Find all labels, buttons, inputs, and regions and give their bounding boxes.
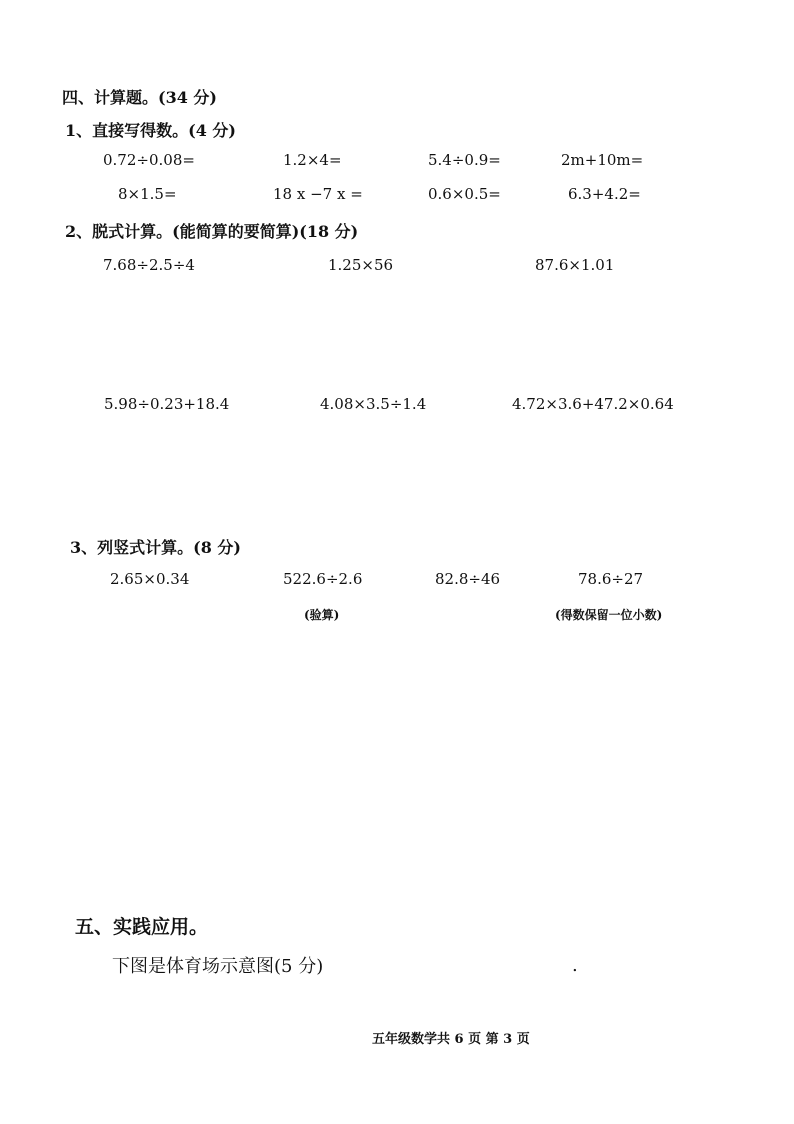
q1-item: 2m+10m= bbox=[561, 151, 644, 169]
q2-item: 5.98÷0.23+18.4 bbox=[104, 395, 230, 413]
section-5-title: 五、实践应用。 bbox=[75, 916, 209, 938]
q1-item: 8×1.5= bbox=[118, 185, 177, 203]
stray-dot: . bbox=[572, 955, 578, 976]
page-footer: 五年级数学共 6 页 第 3 页 bbox=[372, 1032, 530, 1047]
q3-note-round: (得数保留一位小数) bbox=[555, 608, 663, 622]
q1-item: 18 x −7 x = bbox=[273, 185, 363, 203]
q3-item: 82.8÷46 bbox=[435, 570, 501, 588]
q2-title: 2、脱式计算。(能简算的要简算)(18 分) bbox=[65, 222, 359, 241]
q1-title: 1、直接写得数。(4 分) bbox=[65, 121, 236, 140]
q3-note-check: (验算) bbox=[304, 608, 340, 622]
q3-item: 522.6÷2.6 bbox=[283, 570, 363, 588]
q2-item: 1.25×56 bbox=[328, 256, 394, 274]
q3-item: 2.65×0.34 bbox=[110, 570, 190, 588]
section-4-title: 四、计算题。(34 分) bbox=[62, 88, 217, 107]
q1-item: 0.72÷0.08= bbox=[103, 151, 195, 169]
q1-item: 1.2×4= bbox=[283, 151, 342, 169]
q1-item: 6.3+4.2= bbox=[568, 185, 641, 203]
q2-item: 4.72×3.6+47.2×0.64 bbox=[512, 395, 674, 413]
q3-title: 3、列竖式计算。(8 分) bbox=[70, 538, 241, 557]
q2-item: 7.68÷2.5÷4 bbox=[103, 256, 195, 274]
q2-item: 87.6×1.01 bbox=[535, 256, 615, 274]
section-5-intro: 下图是体育场示意图(5 分) bbox=[112, 956, 324, 977]
q2-item: 4.08×3.5÷1.4 bbox=[320, 395, 427, 413]
q1-item: 5.4÷0.9= bbox=[428, 151, 501, 169]
q1-item: 0.6×0.5= bbox=[428, 185, 501, 203]
q3-item: 78.6÷27 bbox=[578, 570, 644, 588]
